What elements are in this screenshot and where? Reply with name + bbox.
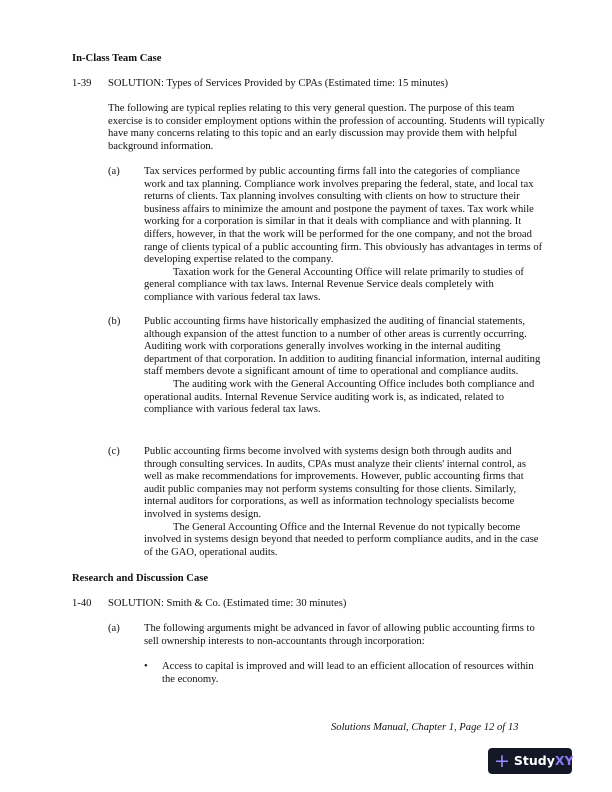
brand-main: Study bbox=[513, 752, 555, 768]
item-c-text: Public accounting firms become involved with systems design both through audits and through consulting services. In audits, CPAs must analyze their clients' internal control, as well as make recommendations for improvements. However, public accounting firms that audit public companies may not perform systems consulting for those clients. Similarly, internal auditors for corporations, as well as information technology specialists become involved in systems design. bbox=[144, 446, 526, 520]
section-heading-in-class-team-case: In-Class Team Case bbox=[72, 53, 162, 64]
item-b bbox=[144, 316, 544, 417]
problem-number: 1-40 bbox=[72, 598, 92, 609]
item-c-followup: The General Accounting Office and the Internal Revenue do not typically become involved in systems design beyond that needed to perform compliance audits, and in the case of the GAO, operational audits. bbox=[144, 521, 539, 558]
problem-title: SOLUTION: Smith & Co. (Estimated time: 30 minutes) bbox=[108, 598, 347, 609]
item-a-text: The following arguments might be advanced in favor of allowing public accounting firms to sell ownership interests to non-accountants through incorporation: bbox=[144, 623, 535, 647]
item-label-c: (c) bbox=[108, 446, 120, 457]
item-c bbox=[144, 446, 544, 559]
bullet-item: Access to capital is improved and will lead to an efficient allocation of resources within the economy. bbox=[162, 661, 534, 685]
item-b-followup: The auditing work with the General Accounting Office includes both compliance and operational audits. Internal Revenue Service auditing work is, as indicated, related to compliance with various federal tax laws. bbox=[144, 378, 535, 416]
item-b-text: Public accounting firms have historically emphasized the auditing of financial statements, although expansion of the attest function to a number of other areas is currently occurring. Auditing work with corporations generally involves working in the internal auditing department of that corporation. In addition to auditing financial information, internal auditing staff members devote a significant amount of time to operational and compliance audits. bbox=[144, 316, 541, 378]
item-a bbox=[144, 166, 544, 305]
item-label-a: (a) bbox=[108, 623, 120, 634]
plus-icon: + bbox=[494, 749, 510, 772]
item-a-followup: Taxation work for the General Accounting Office will relate primarily to studies of general compliance with tax laws. Internal Revenue Service deals completely with compliance with various federal tax laws. bbox=[144, 266, 524, 303]
problem-title: SOLUTION: Types of Services Provided by CPAs (Estimated time: 15 minutes) bbox=[108, 78, 448, 89]
studyxy-badge[interactable] bbox=[488, 748, 572, 774]
problem-intro: The following are typical replies relating to this very general question. The purpose of this team exercise is to consider employment options within the profession of accounting. Students will typically have many concerns relating to this topic and an early discussion may provide them with helpful background information. bbox=[108, 103, 545, 152]
section-heading-research-discussion-case: Research and Discussion Case bbox=[72, 573, 209, 584]
item-label-b: (b) bbox=[108, 316, 121, 327]
page-footer: Solutions Manual, Chapter 1, Page 12 of 13 bbox=[331, 722, 519, 733]
brand-accent: XY bbox=[554, 752, 574, 768]
item-a-text: Tax services performed by public accounting firms fall into the categories of compliance work and tax planning. Compliance work involves preparing the federal, state, and local tax returns of clients. Tax planning involves consulting with clients on how to structure their business affairs to minimize the amount and postpone the payment of taxes. Tax work while working for a corporation is similar in that it deals with compliance and with planning. It differs, however, in that the work will be performed for the one company, and not the broad range of clients typical of a public accounting firm. This obviously has advantages in terms of developing expertise related to the company. bbox=[144, 166, 543, 266]
problem-number: 1-39 bbox=[72, 78, 92, 89]
bullet-icon: • bbox=[144, 661, 148, 672]
item-label-a: (a) bbox=[108, 166, 120, 177]
